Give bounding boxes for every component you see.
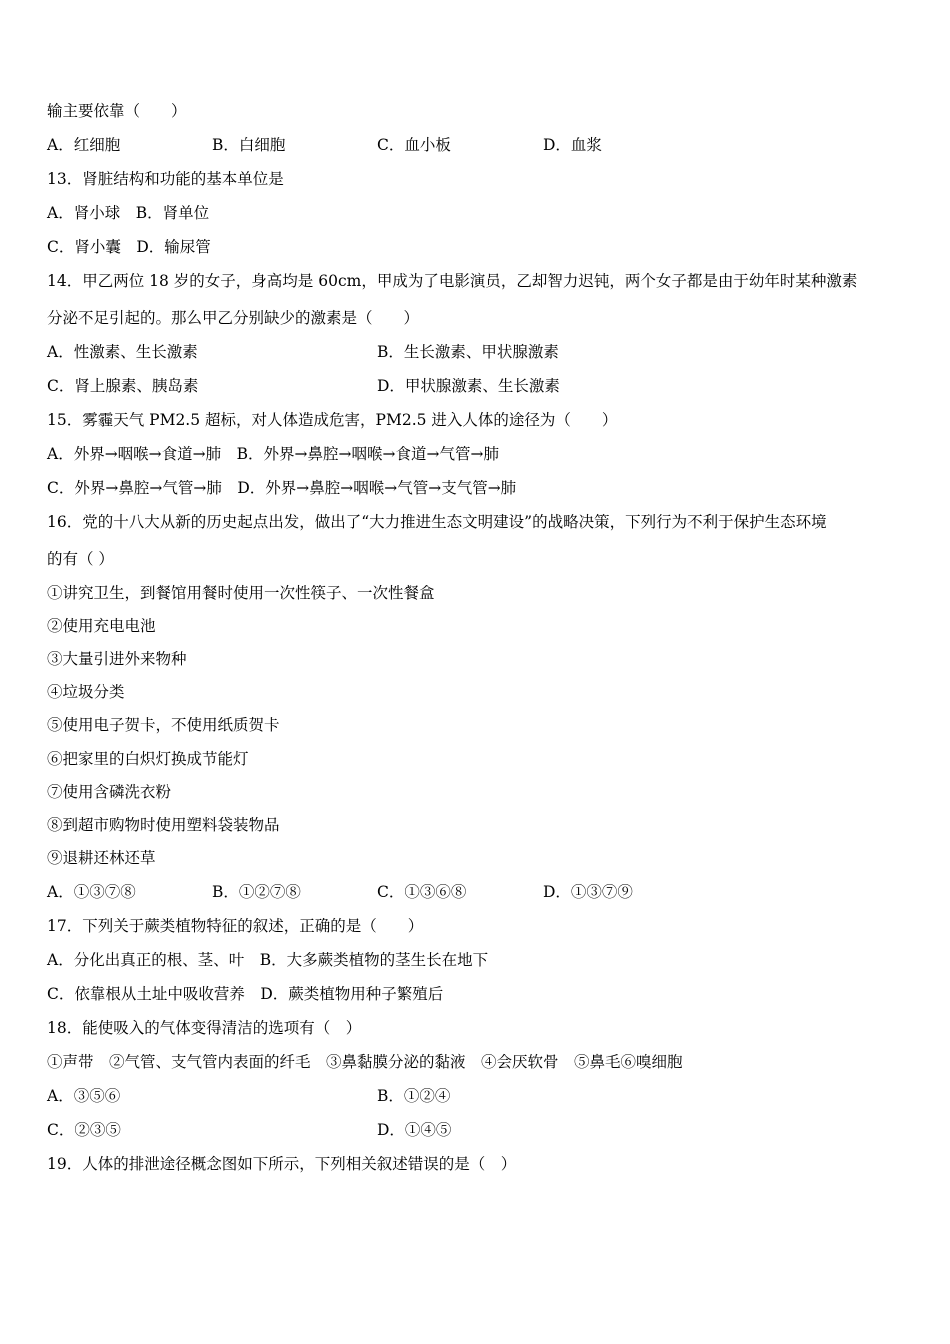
q16-item: ③大量引进外来物种 bbox=[47, 650, 187, 668]
q19-stem: 19．人体的排泄途径概念图如下所示，下列相关叙述错误的是（ ） bbox=[47, 1155, 517, 1173]
q16-item: ②使用充电电池 bbox=[47, 617, 156, 635]
q12-option-a: A．红细胞 bbox=[47, 136, 121, 154]
q16-option-b: B．①②⑦⑧ bbox=[212, 883, 301, 901]
q14-option-c: C．肾上腺素、胰岛素 bbox=[47, 377, 199, 395]
q12-stem-tail: 输主要依靠（ ） bbox=[47, 102, 187, 120]
q16-item: ⑦使用含磷洗衣粉 bbox=[47, 783, 172, 801]
q17-stem: 17．下列关于蕨类植物特征的叙述，正确的是（ ） bbox=[47, 917, 424, 935]
q18-option-c: C．②③⑤ bbox=[47, 1121, 121, 1139]
q16-stem-line1: 16．党的十八大从新的历史起点出发，做出了“大力推进生态文明建设”的战略决策，下列行为不利于保护生态环境 bbox=[47, 513, 827, 531]
q13-options-row1: A．肾小球 B．肾单位 bbox=[47, 204, 210, 222]
q15-options-row2: C．外界→鼻腔→气管→肺 D．外界→鼻腔→咽喉→气管→支气管→肺 bbox=[47, 479, 517, 497]
q18-option-b: B．①②④ bbox=[377, 1087, 451, 1105]
q15-options-row1: A．外界→咽喉→食道→肺 B．外界→鼻腔→咽喉→食道→气管→肺 bbox=[47, 445, 499, 463]
q12-option-c: C．血小板 bbox=[377, 136, 451, 154]
q16-option-a: A．①③⑦⑧ bbox=[47, 883, 136, 901]
q12-option-b: B．白细胞 bbox=[212, 136, 286, 154]
q16-option-c: C．①③⑥⑧ bbox=[377, 883, 467, 901]
q18-option-a: A．③⑤⑥ bbox=[47, 1087, 121, 1105]
q16-item: ⑤使用电子贺卡，不使用纸质贺卡 bbox=[47, 716, 280, 734]
q17-options-row2: C．依靠根从土址中吸收营养 D．蕨类植物用种子繁殖后 bbox=[47, 985, 444, 1003]
q16-option-d: D．①③⑦⑨ bbox=[543, 883, 633, 901]
q14-option-b: B．生长激素、甲状腺激素 bbox=[377, 343, 559, 361]
q14-stem-line1: 14．甲乙两位 18 岁的女子，身高均是 60cm，甲成为了电影演员，乙却智力迟钝，两个女子都是由于幼年时某种激素 bbox=[47, 272, 858, 290]
q16-item: ①讲究卫生，到餐馆用餐时使用一次性筷子、一次性餐盒 bbox=[47, 584, 435, 602]
q13-options-row2: C．肾小囊 D．输尿管 bbox=[47, 238, 211, 256]
q16-item: ④垃圾分类 bbox=[47, 683, 125, 701]
q17-options-row1: A．分化出真正的根、茎、叶 B．大多蕨类植物的茎生长在地下 bbox=[47, 951, 489, 969]
q18-items: ①声带 ②气管、支气管内表面的纤毛 ③鼻黏膜分泌的黏液 ④会厌软骨 ⑤鼻毛⑥嗅细胞 bbox=[47, 1053, 683, 1071]
q18-option-d: D．①④⑤ bbox=[377, 1121, 452, 1139]
q14-option-d: D．甲状腺激素、生长激素 bbox=[377, 377, 560, 395]
q15-stem: 15．雾霾天气 PM2.5 超标，对人体造成危害，PM2.5 进入人体的途径为（ ） bbox=[47, 411, 618, 429]
q13-stem: 13．肾脏结构和功能的基本单位是 bbox=[47, 170, 284, 188]
q16-item: ⑨退耕还林还草 bbox=[47, 849, 156, 867]
q16-item: ⑧到超市购物时使用塑料袋装物品 bbox=[47, 816, 280, 834]
q16-item: ⑥把家里的白炽灯换成节能灯 bbox=[47, 750, 249, 768]
q16-stem-line2: 的有（ ） bbox=[47, 550, 114, 568]
q14-option-a: A．性激素、生长激素 bbox=[47, 343, 198, 361]
q12-option-d: D．血浆 bbox=[543, 136, 602, 154]
q18-stem: 18．能使吸入的气体变得清洁的选项有（ ） bbox=[47, 1019, 362, 1037]
q14-stem-line2: 分泌不足引起的。那么甲乙分别缺少的激素是（ ） bbox=[47, 309, 420, 327]
